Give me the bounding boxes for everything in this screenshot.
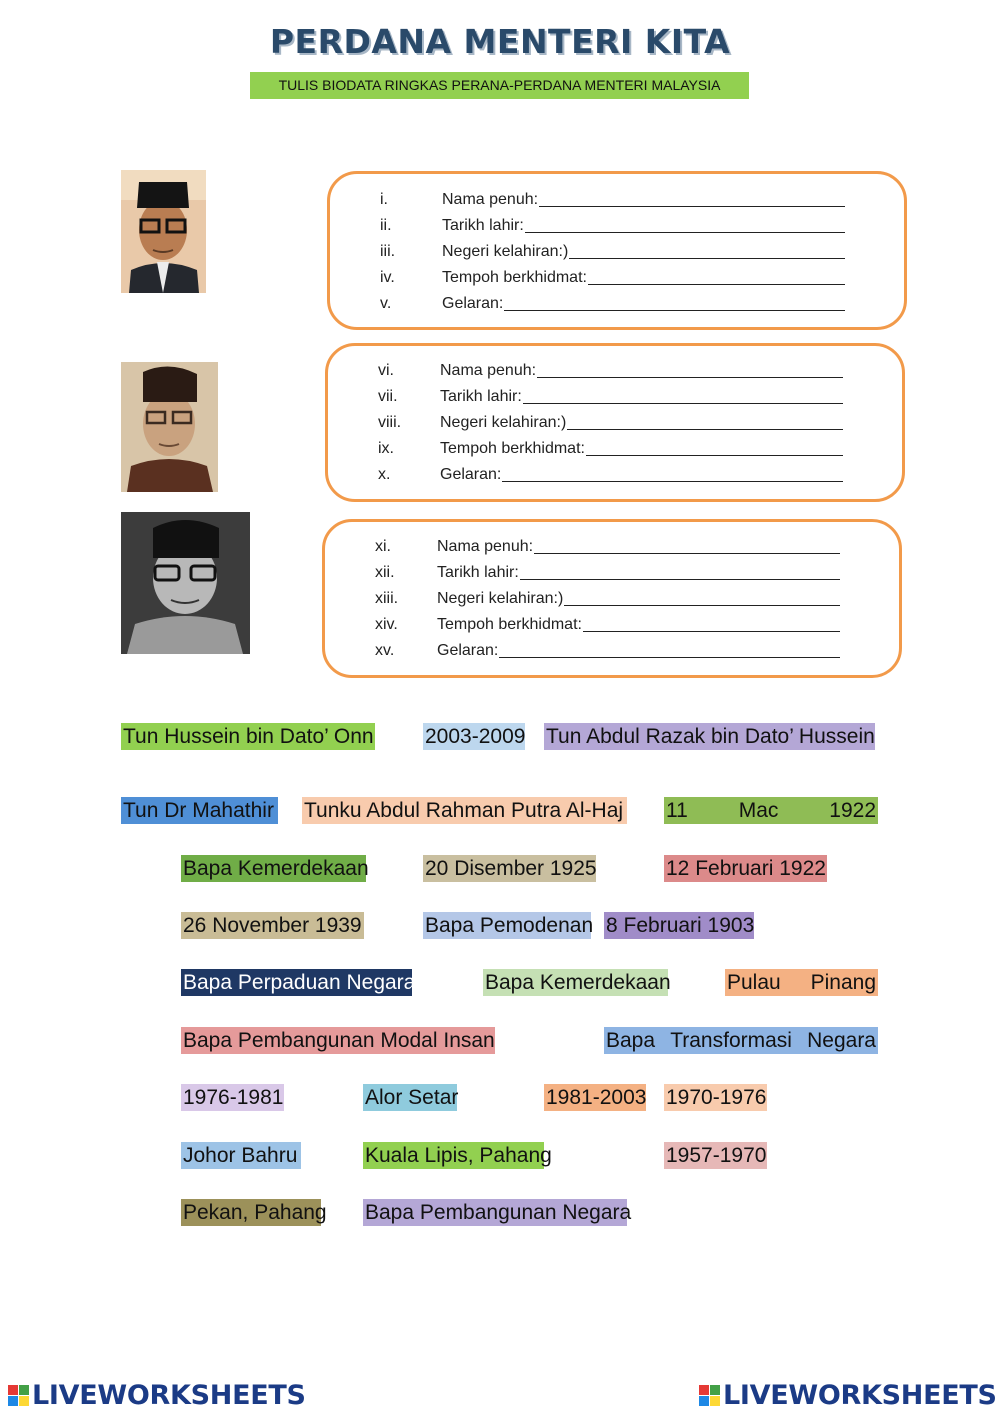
bio-row-label: Tarikh lahir: <box>442 217 524 234</box>
answer-chip[interactable]: Bapa Kemerdekaan <box>485 971 671 994</box>
answer-chip[interactable] <box>725 969 878 996</box>
liveworksheets-mark-icon <box>8 1385 29 1406</box>
answer-chip-word: Bapa <box>606 1029 656 1052</box>
answer-blank-field[interactable] <box>569 258 845 259</box>
bio-row <box>375 536 840 558</box>
bio-row-label: Tarikh lahir: <box>437 564 519 581</box>
answer-chip[interactable] <box>604 1027 878 1054</box>
bio-row <box>378 438 843 460</box>
bio-row <box>380 215 845 237</box>
answer-blank-field[interactable] <box>499 657 840 658</box>
bio-row <box>378 386 843 408</box>
bio-row-number: vi. <box>378 362 394 379</box>
answer-chip-word: Negara <box>807 1029 876 1052</box>
bio-row-number: i. <box>380 191 388 208</box>
bio-row-number: x. <box>378 466 391 483</box>
answer-chip-word: Mac <box>738 799 779 822</box>
liveworksheets-logo-right <box>699 1378 997 1412</box>
bio-row-number: xi. <box>375 538 391 555</box>
answer-blank-field[interactable] <box>564 605 840 606</box>
bio-row-label: Nama penuh: <box>437 538 534 555</box>
answer-chip[interactable]: 1976-1981 <box>183 1086 284 1109</box>
bio-row-label: Gelaran: <box>440 466 502 483</box>
bio-row-label: Negeri kelahiran:) <box>442 243 569 260</box>
bio-row-label: Gelaran: <box>442 295 504 312</box>
answer-blank-field[interactable] <box>534 553 840 554</box>
bio-row-number: ix. <box>378 440 394 457</box>
bio-row-label: Tempoh berkhidmat: <box>442 269 587 286</box>
answer-chip[interactable]: Johor Bahru <box>181 1142 301 1169</box>
answer-chip[interactable]: 1957-1970 <box>666 1144 767 1167</box>
portrait-photo-2 <box>121 362 218 492</box>
answer-blank-field[interactable] <box>567 429 843 430</box>
bio-row-number: v. <box>380 295 392 312</box>
bio-row-number: xiv. <box>375 616 398 633</box>
answer-chip-word: 1922 <box>829 799 876 822</box>
logo-text-right: LIVEWORKSHEETS <box>723 1379 997 1411</box>
answer-chip[interactable]: Bapa Pembangunan Modal Insan <box>183 1029 495 1052</box>
answer-blank-field[interactable] <box>523 403 843 404</box>
answer-blank-field[interactable] <box>502 481 843 482</box>
bio-row-number: vii. <box>378 388 398 405</box>
answer-chip-word: Pinang <box>810 971 876 994</box>
bio-row-label: Tarikh lahir: <box>440 388 522 405</box>
answer-chip-word: Pulau <box>727 971 781 994</box>
bio-row-number: xiii. <box>375 590 399 607</box>
bio-row-label: Negeri kelahiran:) <box>437 590 564 607</box>
bio-row-label: Nama penuh: <box>442 191 539 208</box>
answer-blank-field[interactable] <box>539 206 845 207</box>
bio-row-number: xv. <box>375 642 395 659</box>
answer-chip[interactable]: Tun Abdul Razak bin Dato’ Hussein <box>546 725 875 748</box>
bio-row <box>375 588 840 610</box>
bio-row <box>378 412 843 434</box>
bio-row <box>380 267 845 289</box>
bio-row-label: Nama penuh: <box>440 362 537 379</box>
answer-chip[interactable]: Kuala Lipis, Pahang <box>365 1144 552 1167</box>
answer-chip[interactable]: Bapa Pemodenan <box>425 914 594 937</box>
logo-text-left: LIVEWORKSHEETS <box>32 1379 306 1411</box>
answer-chip[interactable]: Pekan, Pahang <box>183 1201 327 1224</box>
answer-chip[interactable]: 2003-2009 <box>425 725 526 748</box>
bio-row <box>375 640 840 662</box>
page-subtitle: TULIS BIODATA RINGKAS PERANA-PERDANA MENTERI MALAYSIA <box>250 72 749 99</box>
bio-row <box>380 293 845 315</box>
answer-chip[interactable]: Alor Setar <box>365 1086 459 1109</box>
answer-chip[interactable]: 1970-1976 <box>666 1086 767 1109</box>
answer-chip[interactable]: 20 Disember 1925 <box>425 857 597 880</box>
bio-row-label: Negeri kelahiran:) <box>440 414 567 431</box>
bio-row <box>378 360 843 382</box>
liveworksheets-logo-left <box>8 1378 306 1412</box>
bio-row-number: ii. <box>380 217 392 234</box>
answer-chip[interactable]: Bapa Pembangunan Negara <box>365 1201 632 1224</box>
liveworksheets-mark-icon <box>699 1385 720 1406</box>
answer-blank-field[interactable] <box>586 455 843 456</box>
answer-blank-field[interactable] <box>537 377 843 378</box>
bio-row <box>380 241 845 263</box>
answer-chip[interactable]: 26 November 1939 <box>181 912 364 939</box>
answer-blank-field[interactable] <box>520 579 840 580</box>
bio-row <box>375 562 840 584</box>
bio-row-number: iii. <box>380 243 396 260</box>
answer-blank-field[interactable] <box>588 284 845 285</box>
answer-chip[interactable]: Bapa Kemerdekaan <box>183 857 369 880</box>
answer-chip[interactable]: 1981-2003 <box>546 1086 647 1109</box>
bio-row-label: Tempoh berkhidmat: <box>440 440 585 457</box>
bio-row <box>380 189 845 211</box>
portrait-photo-1 <box>121 170 206 293</box>
page-title: PERDANA MENTERI KITA <box>269 22 731 61</box>
answer-chip[interactable]: Bapa Perpaduan Negara <box>183 971 416 994</box>
answer-chip[interactable]: Tun Dr Mahathir <box>121 797 278 824</box>
bio-row-label: Tempoh berkhidmat: <box>437 616 582 633</box>
answer-blank-field[interactable] <box>583 631 840 632</box>
answer-chip[interactable]: 8 Februari 1903 <box>606 914 755 937</box>
bio-row <box>375 614 840 636</box>
bio-row-number: viii. <box>378 414 402 431</box>
answer-chip-word: Transformasi <box>670 1029 792 1052</box>
answer-chip-word: 11 <box>666 799 688 822</box>
bio-row <box>378 464 843 486</box>
bio-row-number: xii. <box>375 564 395 581</box>
answer-blank-field[interactable] <box>525 232 845 233</box>
bio-row-number: iv. <box>380 269 395 286</box>
portrait-photo-3 <box>121 512 250 654</box>
answer-chip[interactable]: 12 Februari 1922 <box>666 857 826 880</box>
answer-chip[interactable] <box>664 797 878 824</box>
answer-blank-field[interactable] <box>504 310 845 311</box>
answer-chip[interactable]: Tunku Abdul Rahman Putra Al-Haj <box>302 797 627 824</box>
bio-row-label: Gelaran: <box>437 642 499 659</box>
answer-chip[interactable]: Tun Hussein bin Dato’ Onn <box>123 725 374 748</box>
